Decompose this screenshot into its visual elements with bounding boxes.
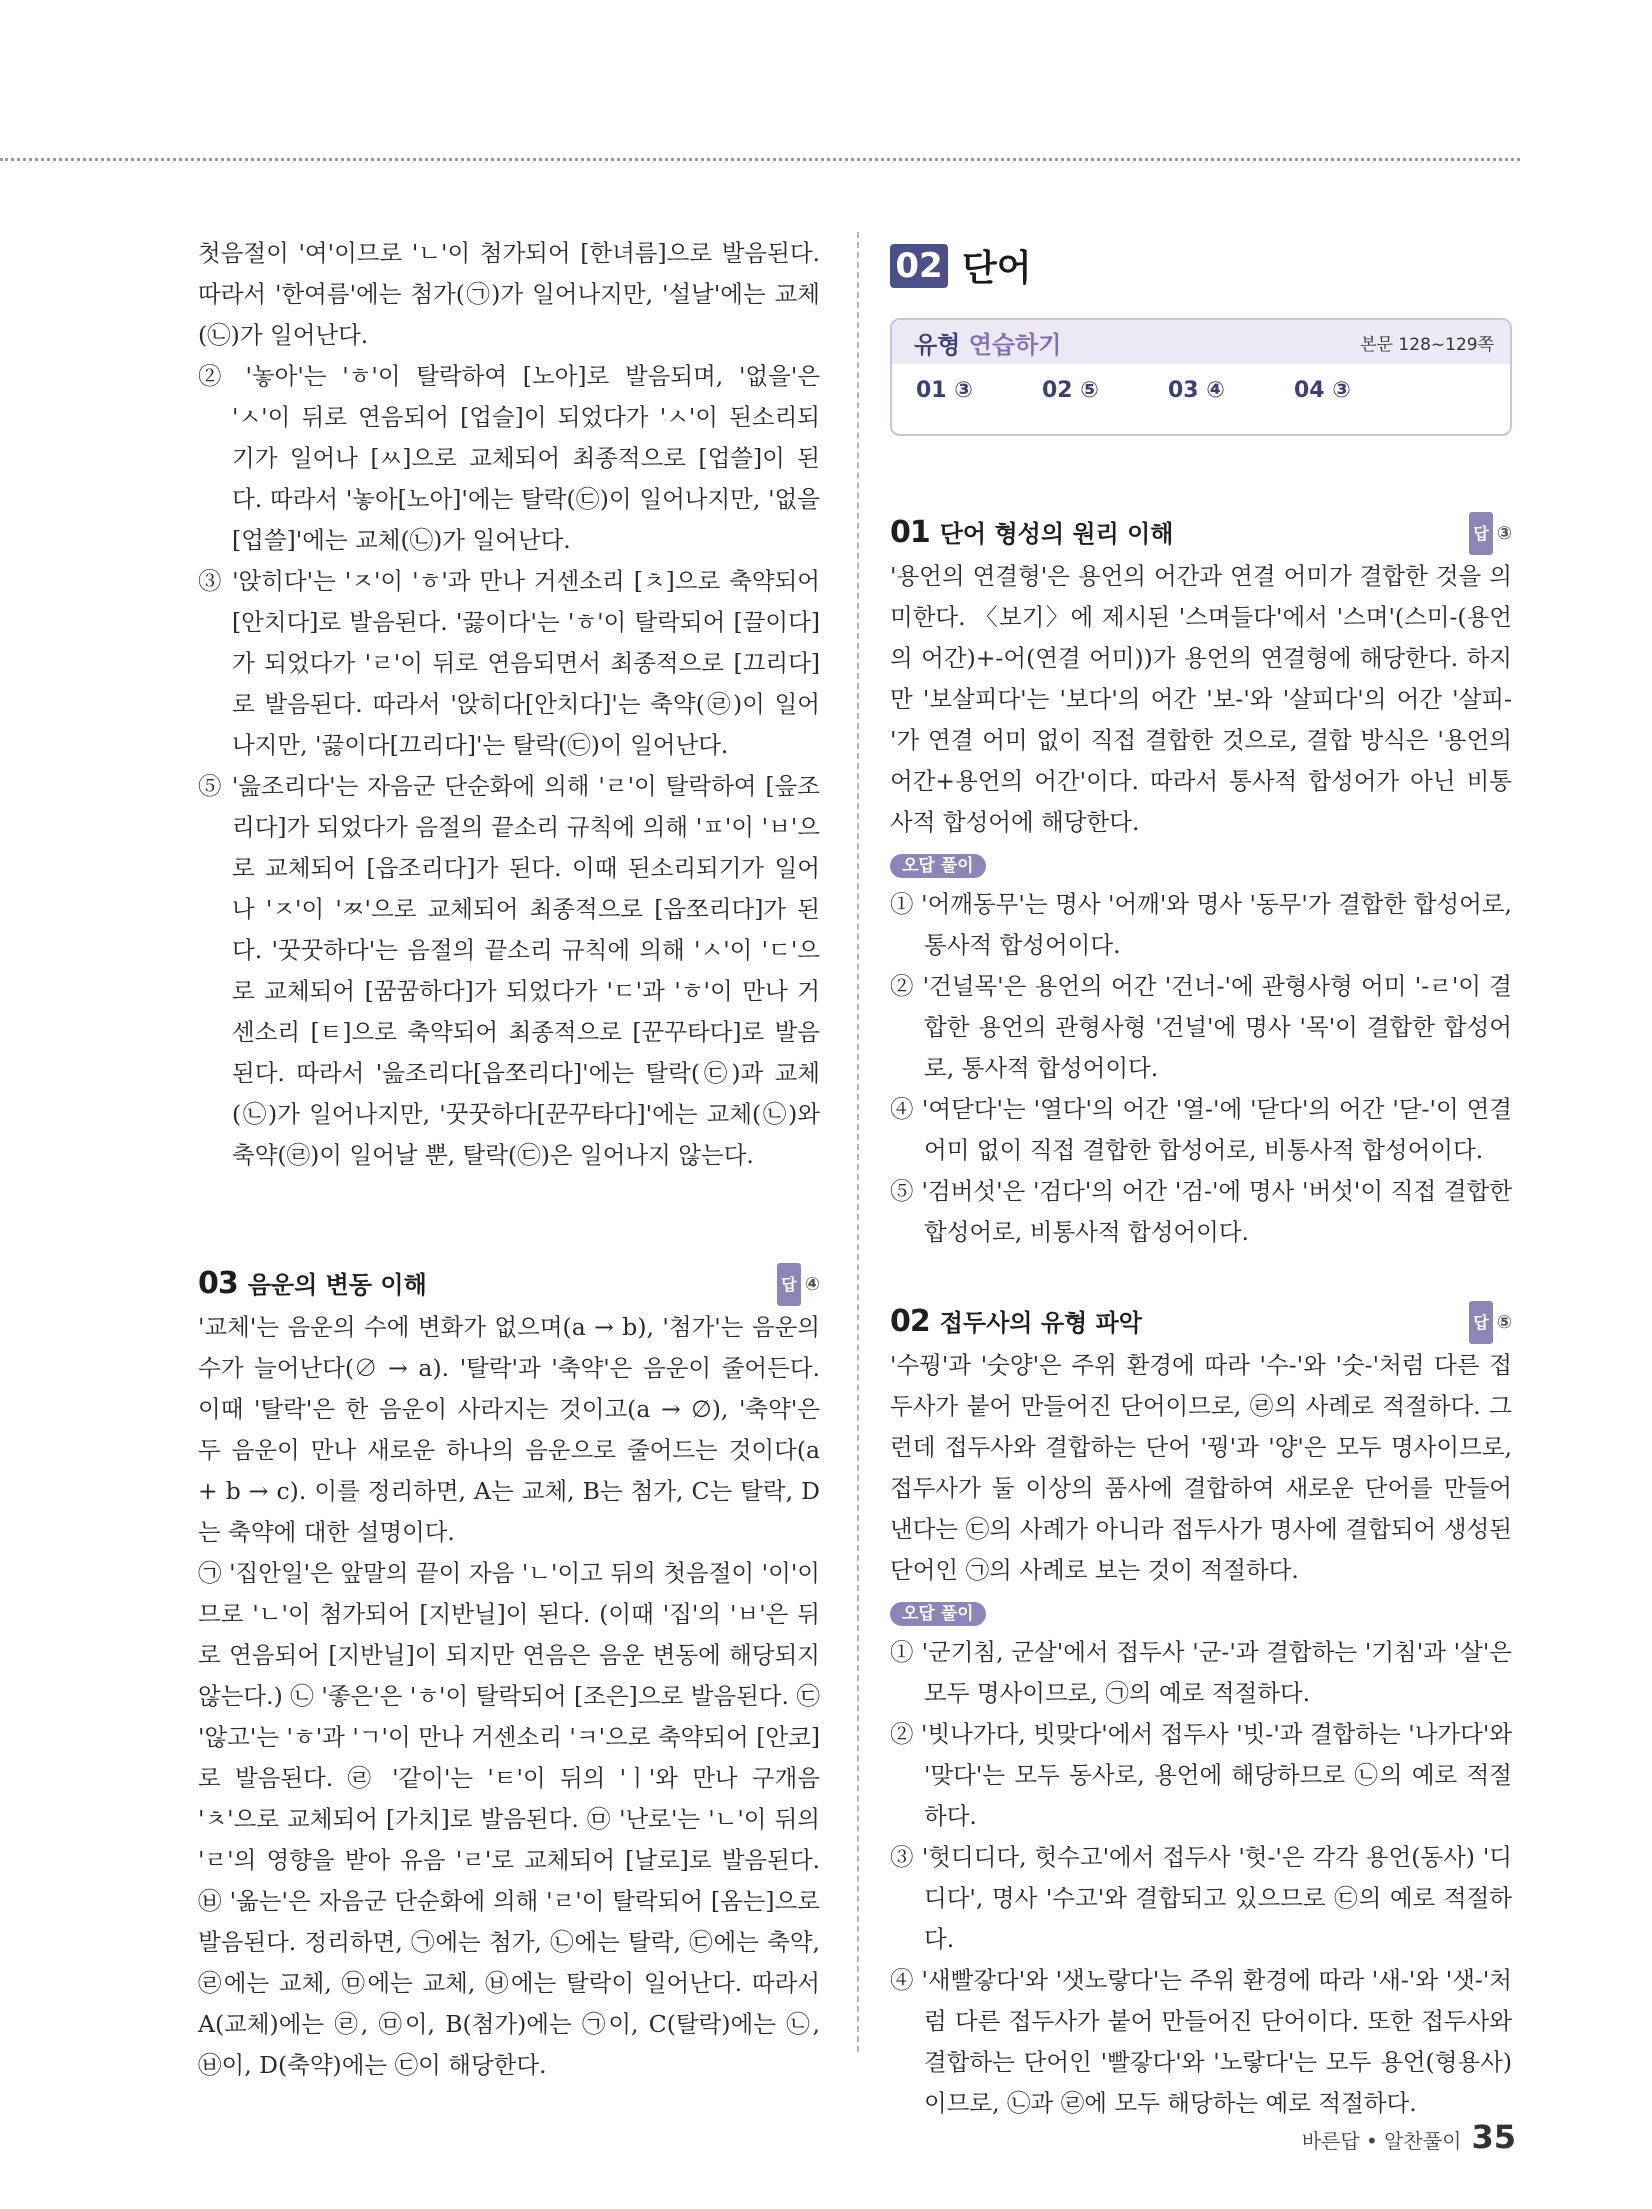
question-03-section [198,1267,820,2086]
list-item: ⑤ '검버섯'은 '검다'의 어간 '검-'에 명사 '버섯'이 직접 결합한 합성어로, 비통사적 합성어이다. [890,1177,1512,1246]
paragraph: 첫음절이 '여'이므로 'ㄴ'이 첨가되어 [한녀름]으로 발음된다. 따라서 '한여름'에는 첨가(㉠)가 일어나지만, '설날'에는 교체(㉡)가 일어난다. [198,239,820,349]
practice-label-a: 유형 [914,330,961,359]
paragraph: '용언의 연결형'은 용언의 어간과 연결 어미가 결합한 것을 의미한다. 〈보기〉에 제시된 '스며들다'에서 '스며'(스미-(용언의 어간)+-어(연결 어미))가 용언의 연결형에 해당한다. 하지만 '보살피다'는 '보다'의 어간 '보-'와 '살피다'의 어간 '살피-'가 연결 어미 없이 직접 결합한 것으로, 결합 방식은 '용언의 어간+용언의 어간'이다. 따라서 통사적 합성어가 아닌 비통사적 합성어에 해당한다. [890,562,1512,836]
paragraph: '수꿩'과 '숫양'은 주위 환경에 따라 '수-'와 '숫-'처럼 다른 접두사가 붙어 만들어진 단어이므로, ㉣의 사례로 적절하다. 그런데 접두사와 결합하는 단어 '꿩'과 '양'은 모두 명사이므로, 접두사가 둘 이상의 품사에 결합하여 새로운 단어를 만들어 낸다는 ㉢의 사례가 아니라 접두사가 명사에 결합되어 생성된 단어인 ㉠의 사례로 보는 것이 적절하다. [890,1351,1512,1584]
question-02-section [890,1305,1512,2124]
page-footer [1302,2118,1516,2156]
question-header [890,1305,1512,1339]
list-item: ② '건널목'은 용언의 어간 '건너-'에 관형사형 어미 '-ㄹ'이 결합한 용언의 관형사형 '건널'에 명사 '목'이 결합한 합성어로, 통사적 합성어이다. [890,972,1512,1082]
list-item: ③ '앉히다'는 'ㅈ'이 'ㅎ'과 만나 거센소리 [ㅊ]으로 축약되어 [안치다]로 발음된다. '끓이다'는 'ㅎ'이 탈락되어 [끌이다]가 되었다가 'ㄹ'이 뒤로 연음되면서 최종적으로 [끄리다]로 발음된다. 따라서 '앉히다[안치다]'는 축약(㉣)이 일어나지만, '끓이다[끄리다]'는 탈락(㉢)이 일어난다. [198,567,820,759]
answer-value: ④ [804,1273,820,1295]
practice-answer-box [890,318,1512,436]
list-item: ② '빗나가다, 빗맞다'에서 접두사 '빗-'과 결합하는 '나가다'와 '맞다'는 모두 동사로, 용언에 해당하므로 ㉡의 예로 적절하다. [890,1720,1512,1830]
practice-answer: 04 ③ [1294,378,1351,403]
practice-label-b: 연습하기 [960,330,1062,359]
left-column-top [198,233,820,1176]
practice-answer: 02 ⑤ [1042,378,1099,403]
question-01-section [890,516,1512,1253]
list-item: ① '군기침, 군살'에서 접두사 '군-'과 결합하는 '기침'과 '살'은 모두 명사이므로, ㉠의 예로 적절하다. [890,1638,1512,1707]
answer-label: 답 [777,1263,800,1306]
section-title: 단어 [962,248,1032,289]
practice-answer: 03 ④ [1168,378,1225,403]
answer-value: ③ [1496,522,1512,544]
list-item: ④ '새빨갛다'와 '샛노랗다'는 주위 환경에 따라 '새-'와 '샛-'처럼 다른 접두사가 붙어 만들어진 단어이다. 또한 접두사와 결합하는 단어인 '빨갛다'와 '노랗다'는 모두 용언(형용사)이므로, ㉡과 ㉣에 모두 해당하는 예로 적절하다. [890,1966,1512,2117]
answer-badge [1469,1301,1512,1344]
top-dotted-rule [0,158,1520,161]
answer-badge [777,1263,820,1306]
question-number: 02 [890,1303,930,1339]
practice-answers [892,364,1510,403]
page-reference: 본문 128~129쪽 [1360,334,1494,355]
list-item: ① '어깨동무'는 명사 '어깨'와 명사 '동무'가 결합한 합성어로, 통사적 합성어이다. [890,890,1512,959]
practice-label [914,325,1061,360]
section-number-badge: 02 [890,244,948,288]
practice-header-bar [892,320,1510,364]
section-heading [890,240,1032,291]
answer-value: ⑤ [1496,1311,1512,1333]
list-item: ④ '여닫다'는 '열다'의 어간 '열-'에 '닫다'의 어간 '닫-'이 연결 어미 없이 직접 결합한 합성어로, 비통사적 합성어이다. [890,1095,1512,1164]
answer-label: 답 [1469,1301,1492,1344]
question-header [198,1267,820,1301]
list-item: ③ '헛디디다, 헛수고'에서 접두사 '헛-'은 각각 용언(동사) '디디다', 명사 '수고'와 결합되고 있으므로 ㉢의 예로 적절하다. [890,1843,1512,1953]
question-title: 접두사의 유형 파악 [939,1308,1142,1337]
question-number: 03 [198,1265,238,1301]
question-title: 단어 형성의 원리 이해 [939,519,1174,548]
answer-badge [1469,512,1512,555]
question-title: 음운의 변동 이해 [247,1270,427,1299]
answer-label: 답 [1469,512,1492,555]
page-number: 35 [1471,2118,1516,2156]
list-item: ② '놓아'는 'ㅎ'이 탈락하여 [노아]로 발음되며, '없을'은 'ㅅ'이 뒤로 연음되어 [업슬]이 되었다가 'ㅅ'이 된소리되기가 일어나 [ㅆ]으로 교체되어 최종적으로 [업쓸]이 된다. 따라서 '놓아[노아]'에는 탈락(㉢)이 일어나지만, '없을[업쓸]'에는 교체(㉡)가 일어난다. [198,362,820,554]
wrong-answer-badge: 오답 풀이 [890,854,986,878]
footer-text: 바른답 • 알찬풀이 [1301,2129,1462,2153]
list-item: ⑤ '읊조리다'는 자음군 단순화에 의해 'ㄹ'이 탈락하여 [읖조리다]가 되었다가 음절의 끝소리 규칙에 의해 'ㅍ'이 'ㅂ'으로 교체되어 [읍조리다]가 된다. 이때 된소리되기가 일어나 'ㅈ'이 'ㅉ'으로 교체되어 최종적으로 [읍쪼리다]가 된다. '꿋꿋하다'는 음절의 끝소리 규칙에 의해 'ㅅ'이 'ㄷ'으로 교체되어 [꿈꿈하다]가 되었다가 'ㄷ'과 'ㅎ'이 만나 거센소리 [ㅌ]으로 축약되어 최종적으로 [꾼꾸타다]로 발음된다. 따라서 '읊조리다[읍쪼리다]'에는 탈락(㉢)과 교체(㉡)가 일어나지만, '꿋꿋하다[꾼꾸타다]'에는 교체(㉡)와 축약(㉣)이 일어날 뿐, 탈락(㉢)은 일어나지 않는다. [198,772,820,1169]
paragraph: '교체'는 음운의 수에 변화가 없으며(a → b), '첨가'는 음운의 수가 늘어난다(∅ → a). '탈락'과 '축약'은 음운이 줄어든다. 이때 '탈락'은 한 음운이 사라지는 것이고(a → ∅), '축약'은 두 음운이 만나 새로운 하나의 음운으로 줄어드는 것이다(a + b → c). 이를 정리하면, A는 교체, B는 첨가, C는 탈락, D는 축약에 대한 설명이다. [198,1313,820,1546]
column-divider [857,232,859,2052]
question-header [890,516,1512,550]
paragraph: ㉠ '집안일'은 앞말의 끝이 자음 'ㄴ'이고 뒤의 첫음절이 '이'이므로 'ㄴ'이 첨가되어 [지반닐]이 된다. (이때 '집'의 'ㅂ'은 뒤로 연음되어 [지반닐]이 되지만 연음은 음운 변동에 해당되지 않는다.) ㉡ '좋은'은 'ㅎ'이 탈락되어 [조은]으로 발음된다. ㉢ '않고'는 'ㅎ'과 'ㄱ'이 만나 거센소리 'ㅋ'으로 축약되어 [안코]로 발음된다. ㉣ '같이'는 'ㅌ'이 뒤의 'ㅣ'와 만나 구개음 'ㅊ'으로 교체되어 [가치]로 발음된다. ㉤ '난로'는 'ㄴ'이 뒤의 'ㄹ'의 영향을 받아 유음 'ㄹ'로 교체되어 [날로]로 발음된다. ㉥ '옮는'은 자음군 단순화에 의해 'ㄹ'이 탈락되어 [옴는]으로 발음된다. 정리하면, ㉠에는 첨가, ㉡에는 탈락, ㉢에는 축약, ㉣에는 교체, ㉤에는 교체, ㉥에는 탈락이 일어난다. 따라서 A(교체)에는 ㉣, ㉤이, B(첨가)에는 ㉠이, C(탈락)에는 ㉡, ㉥이, D(축약)에는 ㉢이 해당한다. [198,1559,820,2079]
question-number: 01 [890,514,930,550]
wrong-answer-badge: 오답 풀이 [890,1602,986,1626]
practice-answer: 01 ③ [916,378,973,403]
